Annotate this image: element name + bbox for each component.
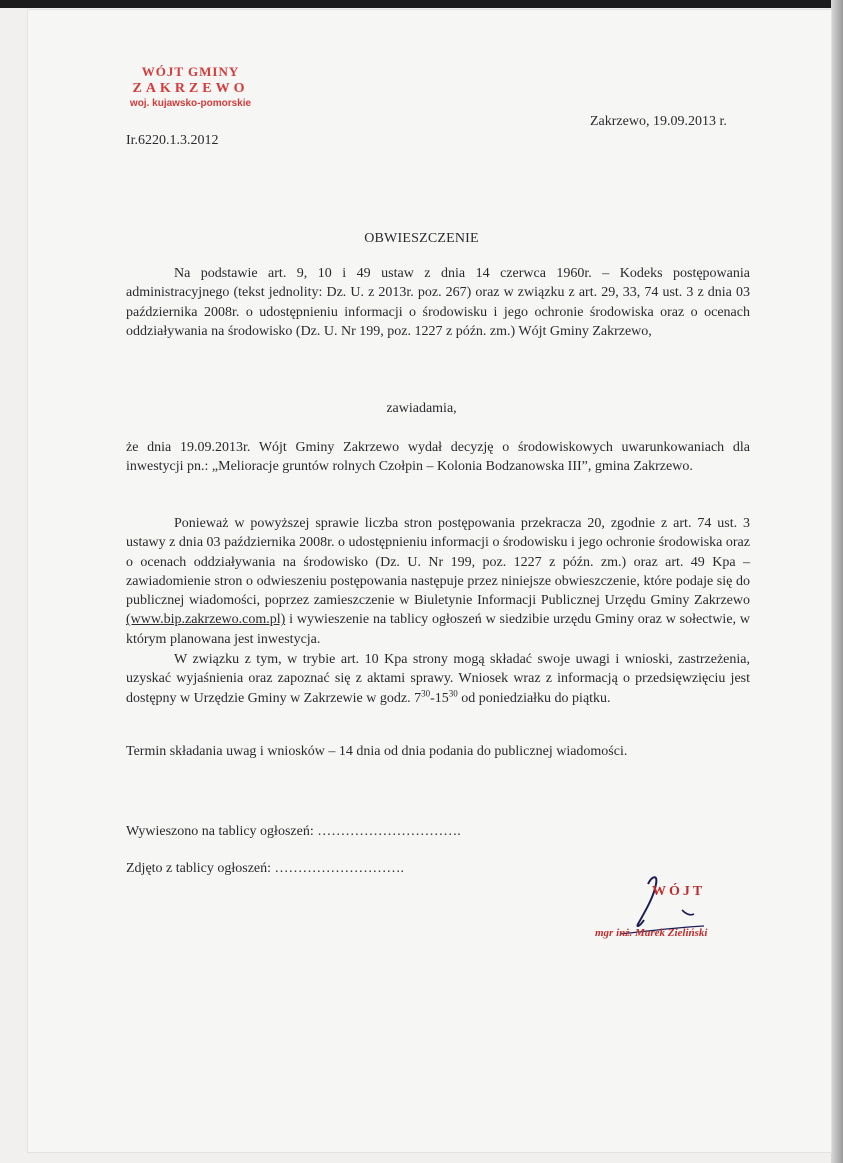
paragraph-decision: że dnia 19.09.2013r. Wójt Gminy Zakrzewo wydał decyzję o środowiskowych uwarunkowaniach dla inwestycji pn.: „Melioracje gruntów rolnych Czołpin – Kolonia Bodzanowska III”, gmina Zakrzewo. (126, 440, 750, 475)
signature-name: mgr inż. Marek Zieliński (595, 927, 708, 939)
scan-top-edge (0, 0, 843, 8)
signature-title: WÓJT (652, 884, 706, 899)
paragraph-deadline: Termin składania uwag i wniosków – 14 dnia od dnia podania do publicznej wiadomości. (126, 744, 628, 759)
announcement-word: zawiadamia, (386, 401, 457, 416)
paragraph-notification (126, 514, 750, 649)
hours-start-minutes: 30 (421, 687, 431, 698)
paragraph-remarks-text: W związku z tym, w trybie art. 10 Kpa strony mogą składać swoje uwagi i wnioski, zastrzeżenia, uzyskać wyjaśnienia oraz zapoznać się z aktami sprawy. Wniosek wraz z informacją o przedsięwzięciu jest dostępny w Urzędzie Gminy w Zakrzewie w godz. (126, 652, 750, 706)
hours-start: 7 (414, 690, 422, 706)
office-stamp (118, 64, 263, 109)
place-and-date: Zakrzewo, 19.09.2013 r. (590, 114, 727, 129)
reference-number: Ir.6220.1.3.2012 (126, 133, 219, 148)
hours-end-minutes: 30 (448, 687, 458, 698)
document-title: OBWIESZCZENIE (364, 231, 479, 246)
paragraph-remarks-days: od poniedziałku do piątku. (457, 690, 611, 706)
paragraph-legal-basis: Na podstawie art. 9, 10 i 49 ustaw z dnia 14 czerwca 1960r. – Kodeks postępowania administracyjnego (tekst jednolity: Dz. U. z 2013r. poz. 267) oraz w związku z art. 29, 33, 74 ust. 3 z dnia 03 października 2008r. o udostępnieniu informacji o środowisku i jego ochronie środowiska oraz o ocenach oddziaływania na środowisko (Dz. U. Nr 199, poz. 1227 z późn. zm.) Wójt Gminy Zakrzewo, (126, 266, 750, 339)
stamp-line-2: ZAKRZEWO (132, 81, 249, 96)
scan-right-edge (831, 0, 843, 1163)
stamp-line-1: WÓJT GMINY (141, 64, 240, 79)
hours-separator: -15 (430, 690, 449, 706)
paragraph-notification-text-2: i wywieszenie na tablicy ogłoszeń w siedzibie urzędu Gminy oraz w sołectwie, w którym planowana jest inwestycja. (126, 612, 750, 647)
paragraph-remarks (126, 650, 750, 708)
stamp-line-3: woj. kujawsko-pomorskie (129, 98, 252, 109)
paragraph-notification-text-1: Ponieważ w powyższej sprawie liczba stron postępowania przekracza 20, zgodnie z art. 74 ust. 3 ustawy z dnia 03 października 2008r. o udostępnieniu informacji o środowisku i jego ochronie środowiska oraz o ocenach oddziaływania na środowisko (Dz. U. Nr 199, poz. 1227 z późn. zm.) oraz art. 49 Kpa – zawiadomienie stron o odwieszeniu postępowania następuje przez niniejsze obwieszczenie, które podaje się do publicznej wiadomości, poprzez zamieszczenie w Biuletynie Informacji Publicznej Urzędu Gminy Zakrzewo (126, 516, 750, 609)
bip-link[interactable]: (www.bip.zakrzewo.com.pl) (126, 612, 286, 628)
removed-from-board-line: Zdjęto z tablicy ogłoszeń: ………………………. (126, 861, 405, 876)
posted-on-board-line: Wywieszono na tablicy ogłoszeń: …………………………. (126, 824, 461, 839)
